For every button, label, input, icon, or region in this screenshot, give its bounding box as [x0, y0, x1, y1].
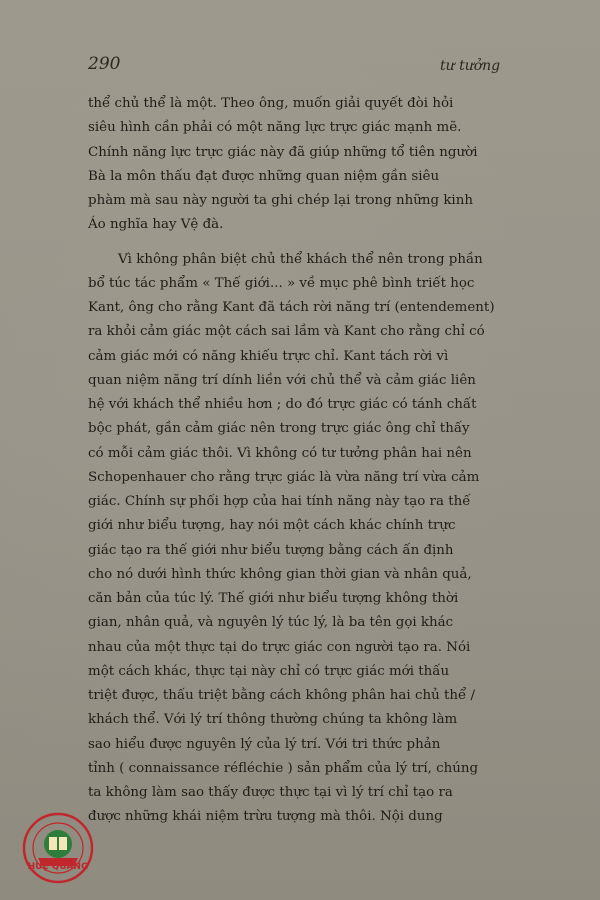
- text-line: siêu hình cần phải có một năng lực trực giác mạnh mẽ.: [88, 120, 462, 136]
- text-line: phàm mà sau này người ta ghi chép lại trong những kinh: [88, 193, 473, 208]
- text-line: Bà la môn thấu đạt được những quan niệm gần siêu: [88, 168, 440, 184]
- text-line: hệ với khách thể nhiều hơn ; do đó trực giác có tánh chất: [88, 397, 477, 412]
- text-line: ta không làm sao thấy được thực tại vì lý trí chỉ tạo ra: [88, 785, 453, 800]
- library-logo: [16, 808, 100, 892]
- paragraph-1: [88, 92, 528, 238]
- text-line: được những khái niệm trừu tượng mà thôi. Nội dung: [88, 809, 443, 825]
- text-line: Áo nghĩa hay Vệ đà.: [88, 217, 224, 233]
- text-line: giác. Chính sự phối hợp của hai tính năng này tạo ra thế: [88, 494, 471, 509]
- text-line: gian, nhân quả, và nguyên lý túc lý, là ba tên gọi khác: [88, 615, 454, 631]
- running-title: tư tưởng: [440, 58, 501, 74]
- text-line: triệt được, thấu triệt bằng cách không phân hai chủ thể /: [88, 688, 475, 703]
- text-line: nhau của một thực tại do trực giác con người tạo ra. Nói: [88, 639, 471, 655]
- text-line: quan niệm năng trí dính liền với chủ thể và cảm giác liên: [88, 372, 476, 388]
- text-line: Chính năng lực trực giác này đã giúp những tổ tiên người: [88, 144, 478, 160]
- text-line: Kant, ông cho rằng Kant đã tách rời năng trí (entendement): [88, 300, 495, 315]
- text-line: sao hiểu được nguyên lý của lý trí. Với tri thức phản: [88, 736, 441, 752]
- text-line: Schopenhauer cho rằng trực giác là vừa năng trí vừa cảm: [88, 469, 480, 485]
- page-number: 290: [88, 54, 121, 74]
- book-right-icon: [59, 837, 67, 850]
- text-line: ra khỏi cảm giác một cách sai lầm và Kant cho rằng chỉ có: [88, 324, 485, 340]
- text-line: tỉnh ( connaissance réfléchie ) sản phẩm của lý trí, chúng: [88, 760, 479, 776]
- paragraph-2: [88, 248, 528, 830]
- text-line: căn bản của túc lý. Thế giới như biểu tượng không thời: [88, 591, 459, 606]
- text-line: bộc phát, gần cảm giác nên trong trực giác ông chỉ thấy: [88, 421, 470, 437]
- text-line: bổ túc tác phẩm « Thế giới... » về mục phê bình triết học: [88, 275, 475, 291]
- text-line: khách thể. Với lý trí thông thường chúng ta không làm: [88, 712, 458, 728]
- logo-name: HUỆ QUANG: [27, 862, 89, 872]
- text-line: có mỗi cảm giác thôi. Vì không có tư tưởng phân hai nên: [88, 445, 472, 461]
- body-text: [88, 92, 528, 830]
- text-line: cảm giác mới có năng khiếu trực chỉ. Kant tách rời vì: [88, 348, 449, 364]
- text-line: giới như biểu tượng, hay nói một cách khác chính trực: [88, 518, 456, 534]
- text-line: thể chủ thể là một. Theo ông, muốn giải quyết đòi hỏi: [88, 96, 454, 111]
- book-left-icon: [49, 837, 57, 850]
- text-line: giác tạo ra thế giới như biểu tượng bằng cách ấn định: [88, 542, 454, 558]
- text-line: Vì không phân biệt chủ thể khách thể nên trong phần: [118, 251, 483, 267]
- paragraph-gap: [88, 238, 528, 248]
- text-line: cho nó dưới hình thức không gian thời gian và nhân quả,: [88, 566, 472, 582]
- logo-center: [44, 830, 72, 858]
- text-line: một cách khác, thực tại này chỉ có trực giác mới thấu: [88, 663, 450, 679]
